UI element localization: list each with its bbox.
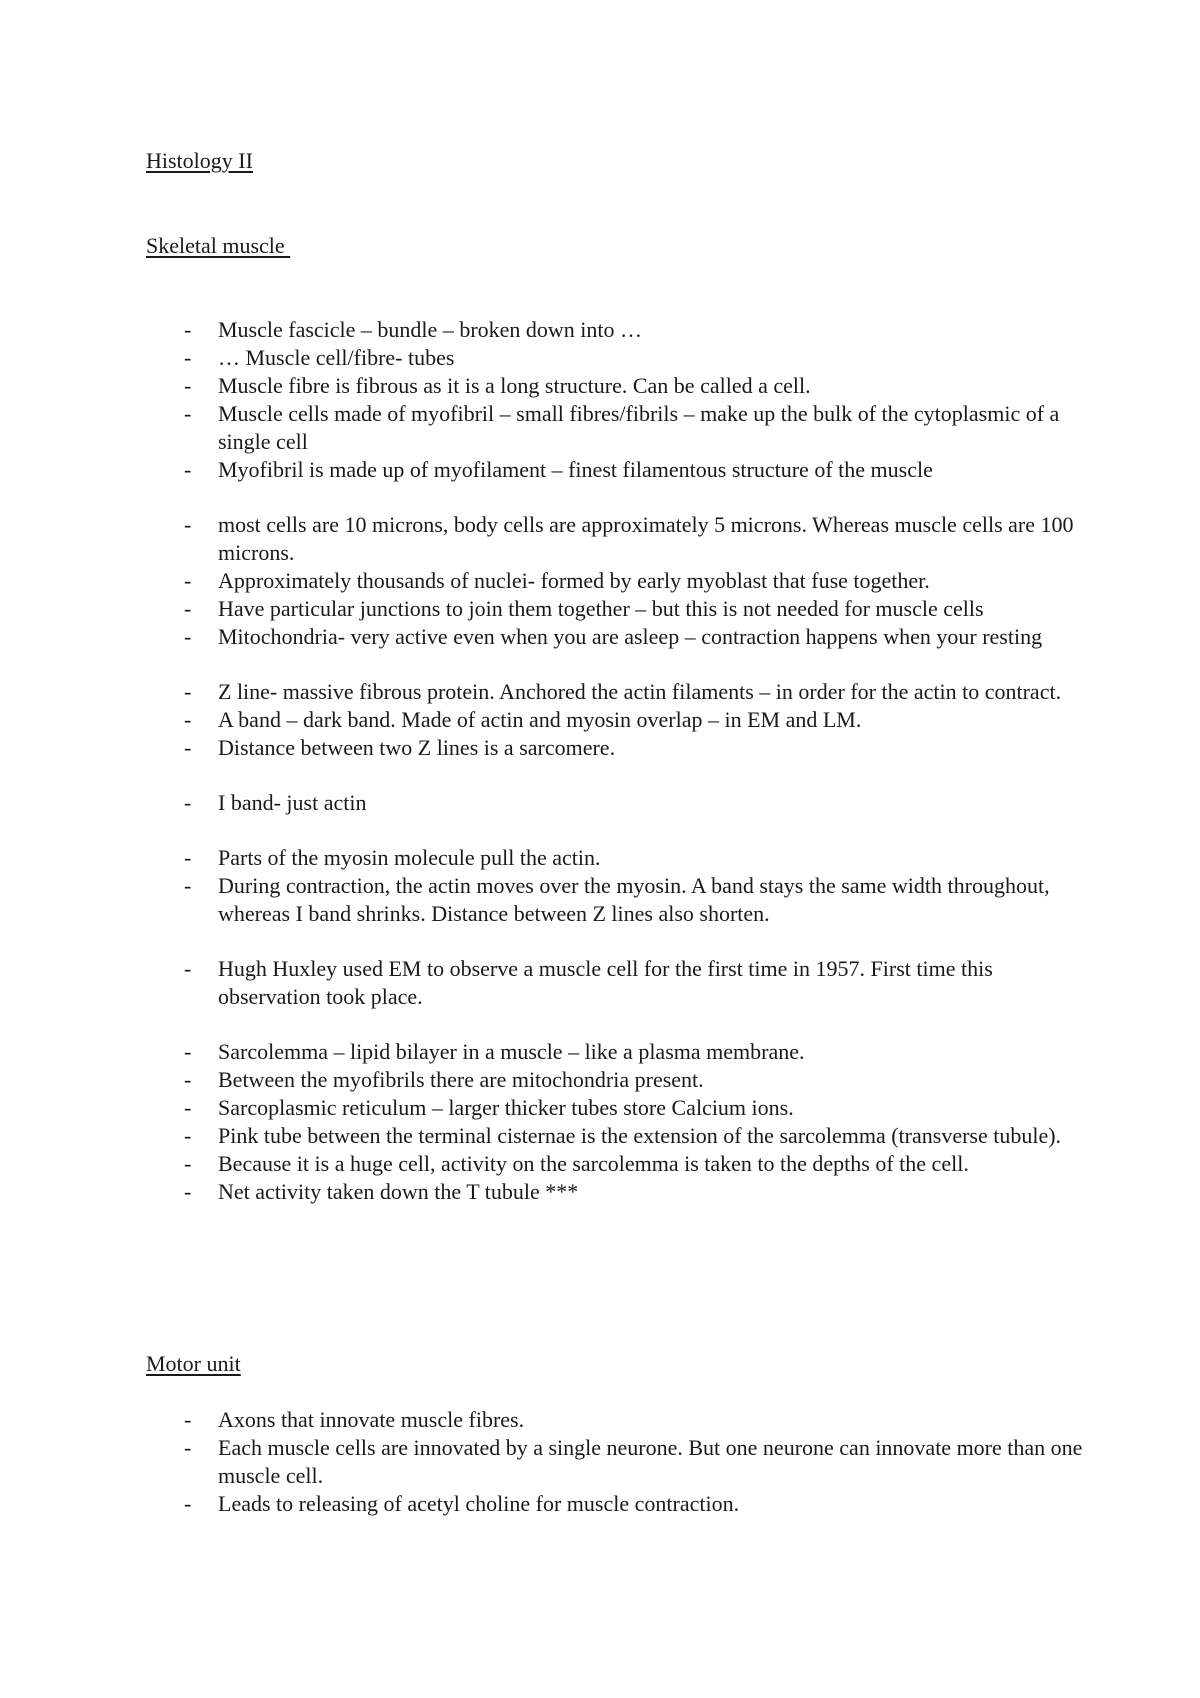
paragraph-gap <box>0 1011 1088 1038</box>
list-item: - Distance between two Z lines is a sarcomere. <box>184 735 616 760</box>
list-item: - Hugh Huxley used EM to observe a muscle cell for the first time in 1957. First time this observation took place. <box>184 956 993 1009</box>
section-heading-skeletal-muscle: Skeletal muscle <box>146 233 291 258</box>
list-item: - Because it is a huge cell, activity on the sarcolemma is taken to the depths of the cell. <box>184 1151 969 1176</box>
paragraph-gap <box>0 928 1088 955</box>
paragraph-gap <box>0 484 1088 511</box>
list-item: - Parts of the myosin molecule pull the actin. <box>184 845 601 870</box>
list-item: - … Muscle cell/fibre- tubes <box>184 345 455 370</box>
section-heading-motor-unit: Motor unit <box>146 1351 241 1376</box>
list-item: - most cells are 10 microns, body cells are approximately 5 microns. Whereas muscle cells are 100 microns. <box>184 512 1074 565</box>
list-item: - Have particular junctions to join them together – but this is not needed for muscle cells <box>184 596 984 621</box>
document-title: Histology II <box>146 148 253 173</box>
paragraph-gap <box>0 762 1088 789</box>
list-item: - Leads to releasing of acetyl choline for muscle contraction. <box>184 1491 740 1516</box>
paragraph-gap <box>0 817 1088 844</box>
list-item: - Pink tube between the terminal cisternae is the extension of the sarcolemma (transverse tubule). <box>184 1123 1062 1148</box>
list-item: - Muscle fibre is fibrous as it is a long structure. Can be called a cell. <box>184 373 811 398</box>
list-item: - Muscle fascicle – bundle – broken down into … <box>184 317 643 342</box>
skeletal-muscle-notes <box>0 316 1088 1206</box>
list-item: - Mitochondria- very active even when you are asleep – contraction happens when your resting <box>184 624 1043 649</box>
list-item: - Axons that innovate muscle fibres. <box>184 1407 525 1432</box>
list-item: - Myofibril is made up of myofilament – finest filamentous structure of the muscle <box>184 457 933 482</box>
list-item: - During contraction, the actin moves over the myosin. A band stays the same width throughout, whereas I band shrinks. Distance between Z lines also shorten. <box>184 873 1050 926</box>
list-item: - Between the myofibrils there are mitochondria present. <box>184 1067 704 1092</box>
list-item: - I band- just actin <box>184 790 367 815</box>
list-item: - Z line- massive fibrous protein. Anchored the actin filaments – in order for the actin to contract. <box>184 679 1062 704</box>
list-item: - Sarcoplasmic reticulum – larger thicker tubes store Calcium ions. <box>184 1095 794 1120</box>
list-item: - Net activity taken down the T tubule *** <box>184 1179 579 1204</box>
list-item: - A band – dark band. Made of actin and myosin overlap – in EM and LM. <box>184 707 862 732</box>
list-item: - Approximately thousands of nuclei- formed by early myoblast that fuse together. <box>184 568 930 593</box>
paragraph-gap <box>0 651 1088 678</box>
motor-unit-notes <box>0 1406 1088 1518</box>
list-item: - Each muscle cells are innovated by a single neurone. But one neurone can innovate more than one muscle cell. <box>184 1435 1083 1488</box>
list-item: - Muscle cells made of myofibril – small fibres/fibrils – make up the bulk of the cytoplasmic of a single cell <box>184 401 1060 454</box>
list-item: - Sarcolemma – lipid bilayer in a muscle – like a plasma membrane. <box>184 1039 805 1064</box>
